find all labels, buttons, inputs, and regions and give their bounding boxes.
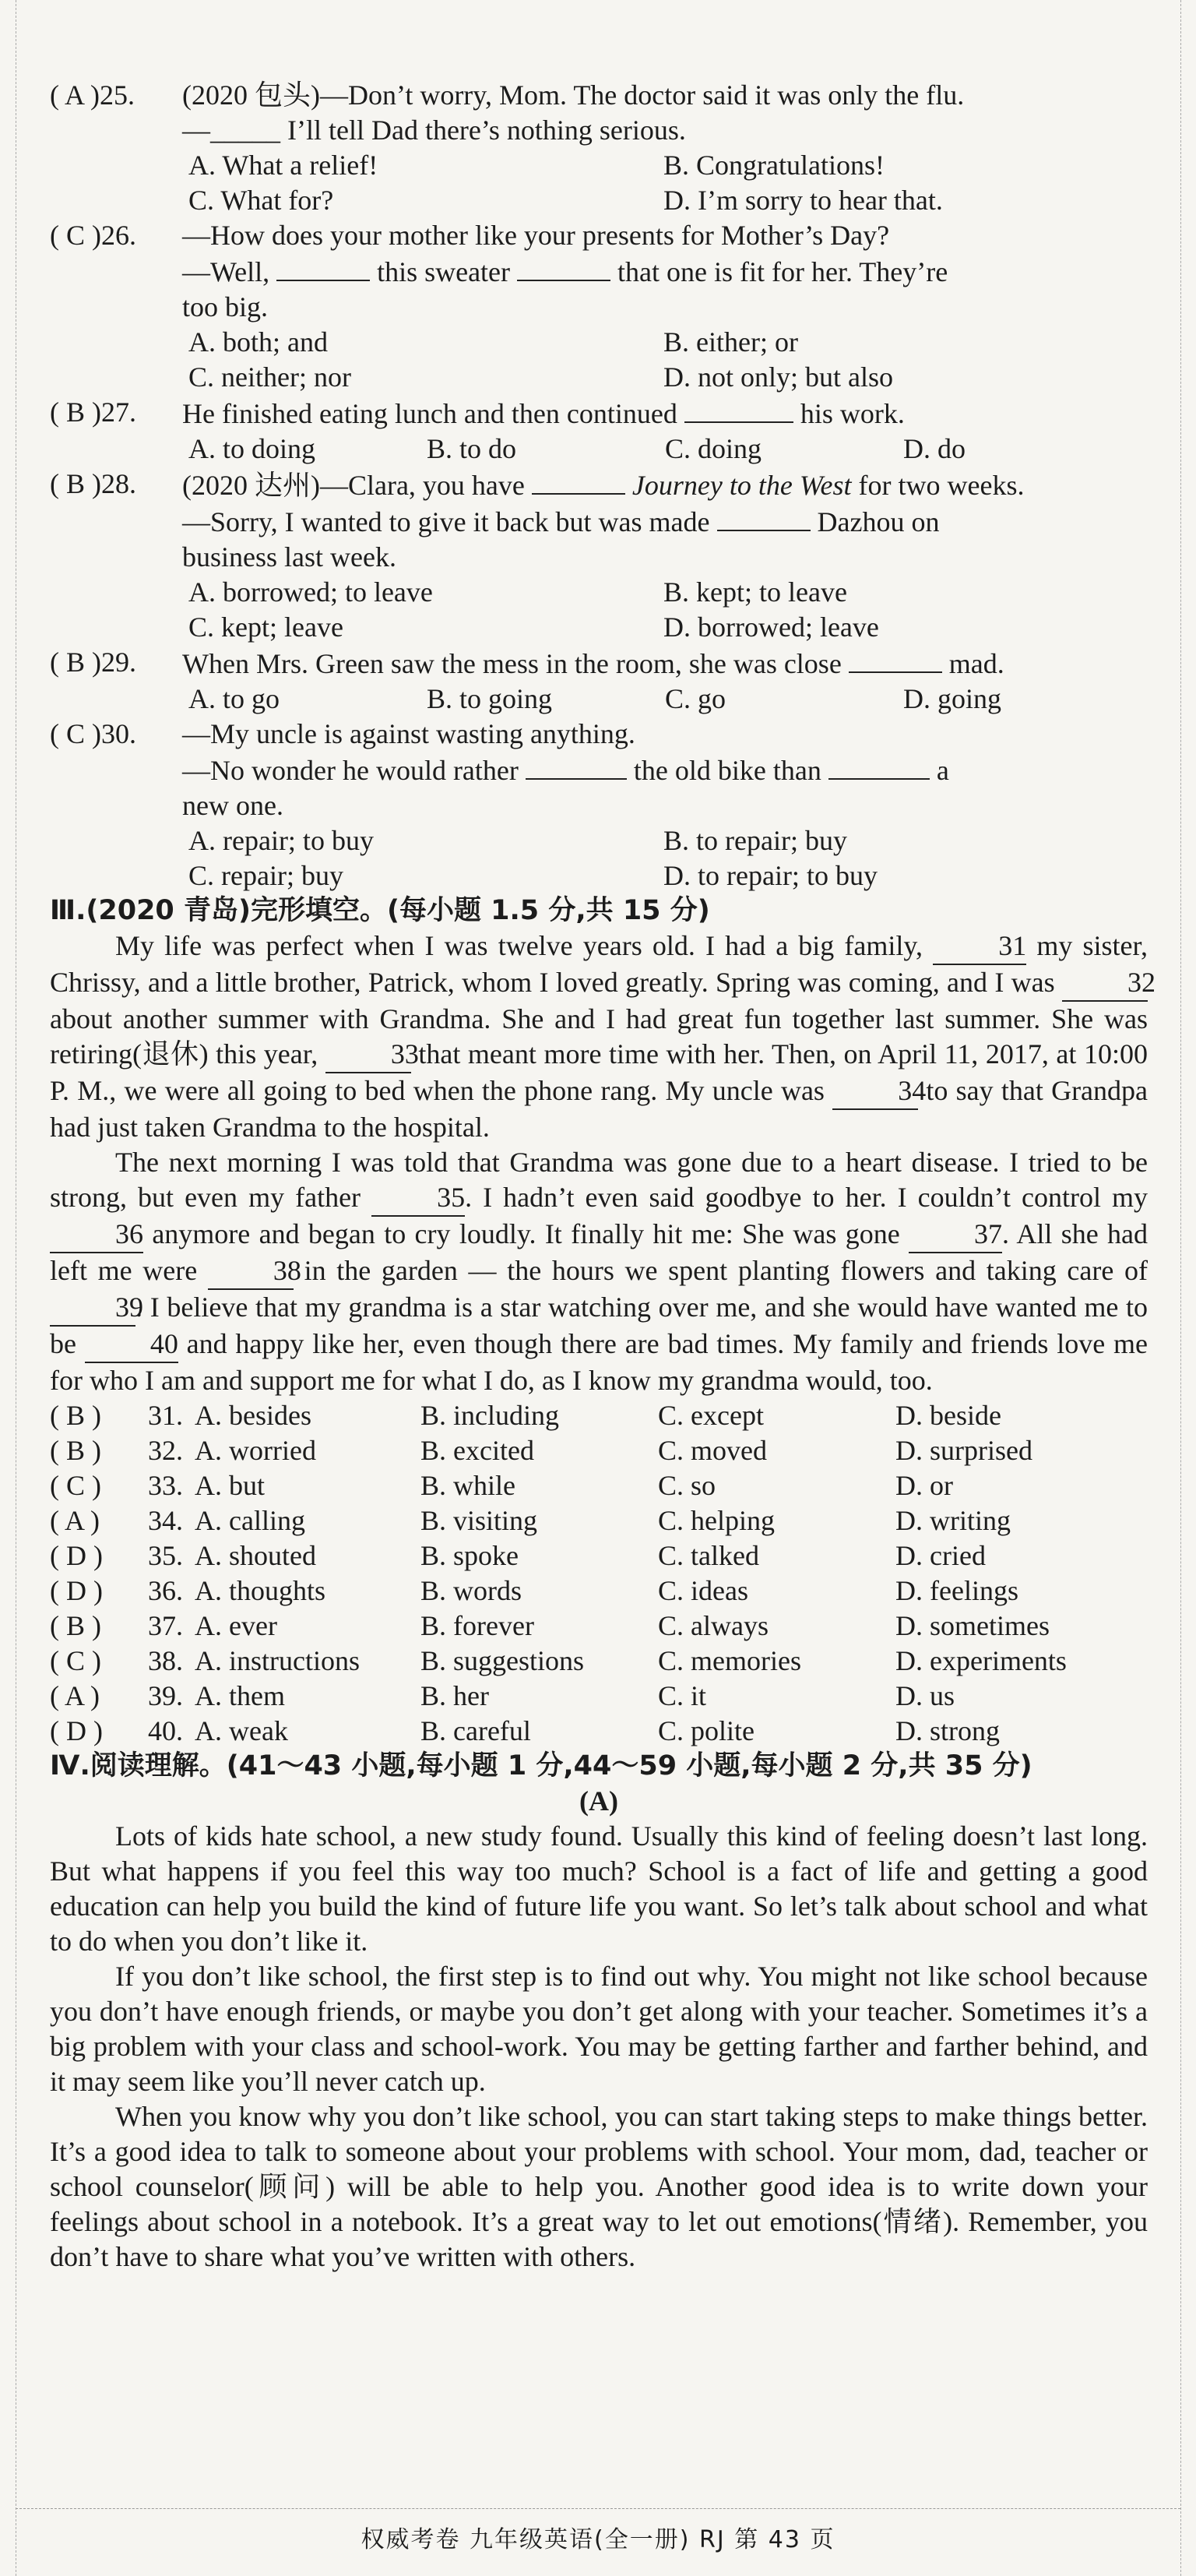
option-c: C. What for? xyxy=(188,185,334,216)
option-d: D. borrowed; leave xyxy=(663,611,879,643)
question-stem-line3: business last week. xyxy=(182,541,396,573)
options xyxy=(188,858,1148,893)
option-c: C. doing xyxy=(665,433,762,464)
blank xyxy=(532,467,625,495)
options xyxy=(188,682,1148,717)
cloze-blank-36: 36 xyxy=(50,1217,143,1253)
cloze-option-row-38: ( C ) 38. A. instructions B. suggestions C. memories D. experiments xyxy=(50,1645,1067,1676)
cloze-option-row-39: ( A ) 39. A. them B. her C. it D. us xyxy=(50,1680,955,1711)
page-footer: 权威考卷 九年级英语(全一册) RJ 第 43 页 xyxy=(361,2526,835,2553)
option-b: B. either; or xyxy=(663,326,798,358)
option-c: C. kept; leave xyxy=(188,611,343,643)
cloze-blank-31: 31 xyxy=(933,929,1026,965)
question-28 xyxy=(50,467,1148,645)
question-stem: He finished eating lunch and then continued his work. xyxy=(182,395,1148,432)
question-30 xyxy=(50,717,1148,893)
question-27 xyxy=(50,395,1148,467)
options xyxy=(188,823,1148,858)
option-b: B. to going xyxy=(427,683,553,714)
options xyxy=(188,575,1148,610)
options xyxy=(188,183,1148,218)
options xyxy=(188,148,1148,183)
option-a: A. What a relief! xyxy=(188,150,378,181)
cloze-paragraph-2: The next morning I was told that Grandma was gone due to a heart disease. I tried to be strong, but even my father 35. I hadn’t even said goodbye to her. I couldn’t control my 36 anymore and began to cry loudly. It finally hit me: She was gone 37. All she had left me were 38 in the garden — the hours we spent planting flowers and taking care of 39. I believe that my grandma is a star watching over me, and she would have wanted me to be 40 and happy like her, even though there are bad times. My family and friends love me for who I am and support me for what I do, as I know my grandma would, too. xyxy=(50,1147,1149,1396)
option-d: D. I’m sorry to hear that. xyxy=(663,185,943,216)
option-d: D. to repair; to buy xyxy=(663,860,878,891)
option-d: D. do xyxy=(903,433,966,464)
cloze-option-row-40: ( D ) 40. A. weak B. careful C. polite D. strong xyxy=(50,1715,1000,1746)
option-c: C. repair; buy xyxy=(188,860,343,891)
question-29 xyxy=(50,645,1148,717)
cloze-blank-37: 37 xyxy=(909,1217,1002,1253)
blank xyxy=(717,503,811,531)
question-stem: (2020 包头)—Don’t worry, Mom. The doctor said it was only the flu. xyxy=(182,79,965,111)
reading-paragraph-2: If you don’t like school, the first step is to find out why. You might not like school because you don’t have enough friends, or maybe you don’t get along with your teacher. Sometimes it’s a big problem with your class and school-work. You may be getting farther and farther behind, and it may seem like you’ll never catch up. xyxy=(50,1961,1148,2097)
blank xyxy=(526,752,627,780)
cloze-options xyxy=(50,1398,1148,1749)
passage-label: (A) xyxy=(579,1785,618,1817)
cloze-option-row-32: ( B ) 32. A. worried B. excited C. moved D. surprised xyxy=(50,1435,1032,1466)
cloze-option-row-36: ( D ) 36. A. thoughts B. words C. ideas D. feelings xyxy=(50,1575,1018,1606)
question-stem-line2: —Well, this sweater that one is fit for her. They’re xyxy=(182,253,1148,290)
question-stem: —How does your mother like your presents for Mother’s Day? xyxy=(182,220,890,251)
question-stem: (2020 达州)—Clara, you have Journey to the West for two weeks. xyxy=(182,467,1148,503)
answer-mark: ( C )26. xyxy=(50,220,136,251)
section-4-heading: Ⅳ.阅读理解。(41～43 小题,每小题 1 分,44～59 小题,每小题 2 分,共 35 分) xyxy=(50,1750,1032,1781)
cloze-blank-35: 35 xyxy=(371,1180,465,1217)
options xyxy=(188,325,1148,360)
reading-paragraph-3: When you know why you don’t like school, you can start taking steps to make things better. It’s a good idea to talk to someone about your problems with school. Your mom, dad, teacher or school counselor(顾问) will be able to help you. Another good idea is to write down your feelings about school in a notebook. It’s a great way to let out emotions(情绪). Remember, you don’t have to share what you’ve written with others. xyxy=(50,2101,1148,2272)
page-content xyxy=(50,78,1156,2275)
option-c: C. neither; nor xyxy=(188,361,351,393)
answer-mark: ( B )28. xyxy=(50,468,136,499)
option-b: B. to repair; buy xyxy=(663,825,847,856)
question-stem-line2: —No wonder he would rather the old bike than a xyxy=(182,752,1148,788)
question-25 xyxy=(50,78,1148,218)
blank xyxy=(517,253,610,281)
cloze-blank-34: 34 xyxy=(832,1073,918,1110)
blank xyxy=(828,752,930,780)
cloze-paragraph-1: My life was perfect when I was twelve years old. I had a big family, 31 my sister, Chrissy, and a little brother, Patrick, whom I loved greatly. Spring was coming, and I was 32 about another summer with Grandma. She and I had great fun together last summer. She was retiring(退休) this year, 33 that meant more time with her. Then, on April 11, 2017, at 10:00 P. M., we were all going to bed when the phone rang. My uncle was 34 to say that Grandpa had just taken Grandma to the hospital. xyxy=(50,930,1156,1143)
question-stem-line3: too big. xyxy=(182,291,269,322)
option-d: D. going xyxy=(903,683,1001,714)
footer-rule xyxy=(16,2508,1180,2509)
cloze-option-row-31: ( B ) 31. A. besides B. including C. except D. beside xyxy=(50,1400,1001,1431)
cloze-option-row-33: ( C ) 33. A. but B. while C. so D. or xyxy=(50,1470,953,1501)
options xyxy=(188,432,1148,467)
answer-mark: ( B )27. xyxy=(50,396,136,428)
options xyxy=(188,360,1148,395)
question-stem-line2: —Sorry, I wanted to give it back but was made Dazhou on xyxy=(182,503,1148,540)
cloze-blank-40: 40 xyxy=(85,1327,178,1363)
answer-mark: ( C )30. xyxy=(50,718,136,749)
option-b: B. to do xyxy=(427,433,517,464)
question-26 xyxy=(50,218,1148,395)
blank xyxy=(849,645,942,673)
option-a: A. borrowed; to leave xyxy=(188,576,433,608)
option-b: B. Congratulations! xyxy=(663,150,885,181)
question-stem-line2: —_____ I’ll tell Dad there’s nothing serious. xyxy=(182,115,686,146)
margin-line-right xyxy=(1180,0,1181,2576)
blank xyxy=(276,253,370,281)
cloze-blank-38: 38 xyxy=(208,1253,294,1290)
book-title: Journey to the West xyxy=(631,470,852,501)
options xyxy=(188,610,1148,645)
option-d: D. not only; but also xyxy=(663,361,893,393)
cloze-option-row-34: ( A ) 34. A. calling B. visiting C. helping D. writing xyxy=(50,1505,1011,1536)
reading-paragraph-1: Lots of kids hate school, a new study found. Usually this kind of feeling doesn’t last long. But what happens if you feel this way too much? School is a fact of life and getting a good education can help you build the kind of future life you want. So let’s talk about school and what to do when you don’t like it. xyxy=(50,1820,1148,1957)
question-stem: When Mrs. Green saw the mess in the room, she was close mad. xyxy=(182,645,1148,682)
blank xyxy=(684,395,793,423)
cloze-blank-32: 32 xyxy=(1062,965,1148,1002)
option-a: A. to doing xyxy=(188,433,316,464)
cloze-blank-39: 39 xyxy=(50,1290,135,1327)
option-a: A. both; and xyxy=(188,326,328,358)
section-3-heading: Ⅲ.(2020 青岛)完形填空。(每小题 1.5 分,共 15 分) xyxy=(50,895,710,926)
question-stem: —My uncle is against wasting anything. xyxy=(182,718,635,749)
question-stem-line3: new one. xyxy=(182,790,283,821)
cloze-option-row-37: ( B ) 37. A. ever B. forever C. always D. sometimes xyxy=(50,1610,1050,1641)
option-c: C. go xyxy=(665,683,726,714)
option-b: B. kept; to leave xyxy=(663,576,847,608)
cloze-option-row-35: ( D ) 35. A. shouted B. spoke C. talked D. cried xyxy=(50,1540,986,1571)
cloze-blank-33: 33 xyxy=(325,1037,411,1073)
option-a: A. to go xyxy=(188,683,280,714)
answer-mark: ( A )25. xyxy=(50,79,135,111)
answer-mark: ( B )29. xyxy=(50,647,136,678)
option-a: A. repair; to buy xyxy=(188,825,374,856)
